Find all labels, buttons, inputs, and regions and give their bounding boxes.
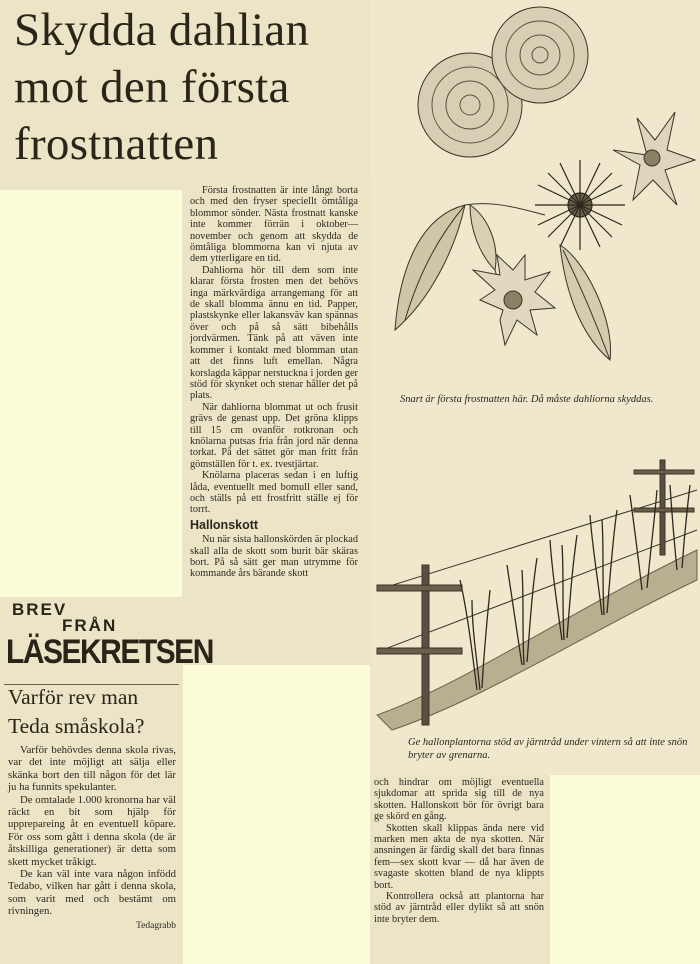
article-paragraph: Skotten skall klippas ända nere vid marken men akta de nya skotten. När ansningen är färdig skall det bara finnas fem—sex skott kvar — då har även de svagaste skotten bland de nya klippts bort. xyxy=(374,822,544,891)
headline-line-1: Skydda dahlian xyxy=(14,4,310,56)
letter-signature: Tedagrabb xyxy=(136,920,176,931)
letter-body xyxy=(8,744,176,932)
article-paragraph: Knölarna placeras sedan i en luftig låda, eventuellt med bomull eller sand, och ställs på ett frostfritt ställe ej för torrt. xyxy=(190,470,358,516)
letter-header xyxy=(4,600,213,684)
dahlia-illustration xyxy=(385,0,700,390)
letter-header-fran: FRÅN xyxy=(62,616,118,635)
raspberry-illustration xyxy=(372,430,700,735)
headline xyxy=(14,2,384,173)
article-column-1 xyxy=(190,185,358,580)
article-paragraph: Första frostnatten är inte långt borta och med den fryser speciellt ömtåliga blommor sönder. Nästa frostnatt kanske inte kommer förrän i oktober—november och genom att skydda de ömtåliga blommorna kan vi njuta av dem ytterligare en tid. xyxy=(190,185,358,265)
raspberry-caption: Ge hallonplantorna stöd av järntråd under vintern så att inte snön bryter av grenarna. xyxy=(408,737,688,761)
subhead-hallonskott: Hallonskott xyxy=(190,517,259,532)
letter-header-brev: BREV xyxy=(12,600,68,619)
letter-paragraph: De kan väl inte vara någon infödd Tedabo, vilken har gått i denna skola, som varit med och bestämt om rivningen. xyxy=(8,868,176,918)
letter-paragraph: De omtalade 1.000 kronorna har väl räckt en bit som hjälp för upprepareing åt en eventuell köpare. För oss som gått i denna skola (de är åtskilliga generationer) är detta som skett mycket tråkigt. xyxy=(8,793,176,868)
article-column-2 xyxy=(374,777,544,925)
letter-paragraph: Varför behövdes denna skola rivas, var det inte möjligt att sälja eller skänka bort den till någon för det lär ju ha funnits spekulanter. xyxy=(8,744,176,794)
article-paragraph: Nu när sista hallonskörden är plockad skall alla de skott som burit bär skäras bort. På så sätt ger man utrymme för kommande års bärande skott xyxy=(190,534,358,580)
article-paragraph: Kontrollera också att plantorna har stöd av järntråd eller dylikt så att snön inte bryter dem. xyxy=(374,891,544,925)
article-paragraph: När dahliorna blommat ut och frusit grävs de genast upp. Det gröna klipps till 15 cm ovanför rotkronan och knölarna putsas fria från jord när denna torkat. På det sättet gör man fritt från gömställen för t. ex. tvestjärtar. xyxy=(190,401,358,470)
headline-line-2: mot den första xyxy=(14,61,290,113)
article-paragraph: Dahliorna hör till dem som inte klarar första frosten men det behövs inga märkvärdiga arrangemang för att de skall blomma ännu en tid. Papper, plastskynke eller lakansväv kan spännas över och på så sätt bibehålls jordvärmen. Tänk på att väven inte kommer i kontakt med blomman utan att det finns luft emellan. Några korslagda käppar nerstuckna i jorden ger stöd för skynket och stenar håller det på plats. xyxy=(190,264,358,402)
letter-header-lasekretsen: LÄSEKRETSEN xyxy=(6,633,213,671)
article-paragraph: och hindrar om möjligt eventuella sjukdomar att sprida sig till de nya skotten. Hallonskott bör för övrigt bara ge skörd en gång. xyxy=(374,777,544,823)
letter-title-line-2: Teda småskola? xyxy=(8,714,145,738)
letter-title-line-1: Varför rev man xyxy=(8,685,139,709)
headline-line-3: frostnatten xyxy=(14,118,219,170)
letter-title xyxy=(8,683,188,741)
dahlia-caption: Snart är första frostnatten här. Då måste dahliorna skyddas. xyxy=(400,394,654,405)
